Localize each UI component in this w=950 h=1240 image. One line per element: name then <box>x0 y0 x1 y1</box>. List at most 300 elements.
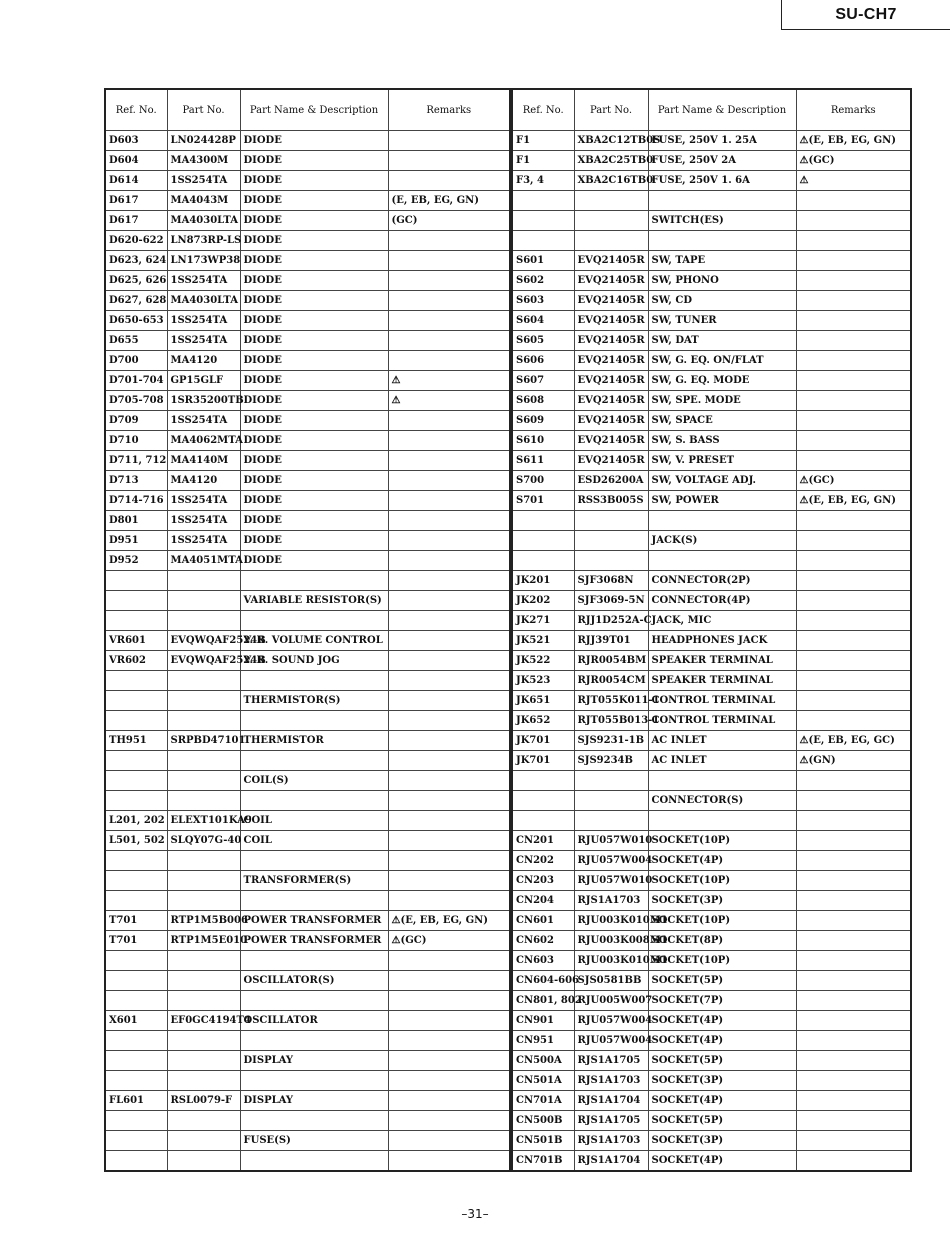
remarks-cell <box>388 1151 510 1172</box>
ref-no-cell <box>105 971 167 991</box>
part-no-cell <box>574 811 648 831</box>
table-row <box>512 611 911 631</box>
remarks-cell <box>388 851 510 871</box>
table-row <box>512 431 911 451</box>
ref-no-cell <box>105 1131 167 1151</box>
table-row <box>512 231 911 251</box>
description-cell <box>240 891 388 911</box>
remarks-cell: ⚠ <box>388 371 510 391</box>
description-cell: SPEAKER TERMINAL <box>648 671 796 691</box>
remarks-cell <box>796 811 911 831</box>
remarks-cell <box>796 351 911 371</box>
part-no-cell <box>574 791 648 811</box>
table-row <box>512 151 911 171</box>
description-cell: FUSE, 250V 1. 6A <box>648 171 796 191</box>
remarks-cell <box>388 831 510 851</box>
ref-no-cell: CN701A <box>512 1091 574 1111</box>
remarks-cell <box>388 871 510 891</box>
ref-no-cell: D711, 712 <box>105 451 167 471</box>
remarks-cell <box>388 431 510 451</box>
part-no-cell: RJS1A1705 <box>574 1111 648 1131</box>
table-row <box>512 571 911 591</box>
description-cell: DIODE <box>240 151 388 171</box>
description-cell: SW, POWER <box>648 491 796 511</box>
remarks-cell <box>388 451 510 471</box>
table-row <box>105 411 510 431</box>
table-row <box>105 191 510 211</box>
remarks-cell <box>388 351 510 371</box>
part-no-cell: 1SS254TA <box>167 311 240 331</box>
remarks-cell <box>796 851 911 871</box>
remarks-cell <box>388 651 510 671</box>
description-cell <box>240 711 388 731</box>
ref-no-cell <box>105 991 167 1011</box>
part-no-cell <box>167 951 240 971</box>
table-row <box>512 491 911 511</box>
table-row <box>105 851 510 871</box>
table-row <box>105 891 510 911</box>
remarks-cell <box>388 1131 510 1151</box>
ref-no-cell: D604 <box>105 151 167 171</box>
remarks-cell <box>388 811 510 831</box>
table-row <box>105 651 510 671</box>
description-cell: SOCKET(4P) <box>648 1031 796 1051</box>
part-no-cell <box>167 751 240 771</box>
remarks-cell: ⚠ <box>796 171 911 191</box>
description-cell: DIODE <box>240 171 388 191</box>
description-cell: TRANSFORMER(S) <box>240 871 388 891</box>
ref-no-cell: L501, 502 <box>105 831 167 851</box>
table-row <box>512 1091 911 1111</box>
ref-no-cell: JK651 <box>512 691 574 711</box>
part-no-cell <box>167 1051 240 1071</box>
part-no-cell: ELEXT101KA9 <box>167 811 240 831</box>
part-no-cell: RJU057W004 <box>574 1031 648 1051</box>
remarks-cell <box>388 571 510 591</box>
table-row <box>105 951 510 971</box>
ref-no-cell: CN203 <box>512 871 574 891</box>
remarks-cell <box>388 751 510 771</box>
table-row <box>512 1131 911 1151</box>
part-no-cell: EVQ21405R <box>574 351 648 371</box>
description-cell: SOCKET(10P) <box>648 831 796 851</box>
part-no-cell: RJT055K011-1 <box>574 691 648 711</box>
part-no-cell: 1SS254TA <box>167 531 240 551</box>
part-no-cell: SJS9234B <box>574 751 648 771</box>
ref-no-cell <box>105 611 167 631</box>
part-no-cell: MA4030LTA <box>167 291 240 311</box>
part-no-cell <box>574 531 648 551</box>
ref-no-cell: D701-704 <box>105 371 167 391</box>
table-row <box>512 851 911 871</box>
part-no-cell: EVQWQAF2524B <box>167 651 240 671</box>
table-row <box>512 411 911 431</box>
description-cell: SOCKET(5P) <box>648 1051 796 1071</box>
remarks-cell <box>388 1091 510 1111</box>
remarks-cell <box>796 551 911 571</box>
table-row <box>512 1151 911 1172</box>
remarks-cell <box>796 991 911 1011</box>
description-cell <box>648 811 796 831</box>
remarks-cell <box>796 531 911 551</box>
part-no-cell <box>574 211 648 231</box>
description-cell: CONNECTOR(4P) <box>648 591 796 611</box>
table-row <box>512 631 911 651</box>
part-no-cell: MA4140M <box>167 451 240 471</box>
table-row <box>105 991 510 1011</box>
ref-no-cell: JK523 <box>512 671 574 691</box>
ref-no-cell: D710 <box>105 431 167 451</box>
ref-no-cell: CN202 <box>512 851 574 871</box>
table-row <box>105 711 510 731</box>
table-row <box>512 911 911 931</box>
ref-no-cell: L201, 202 <box>105 811 167 831</box>
table-row <box>105 771 510 791</box>
table-row <box>105 691 510 711</box>
table-row <box>512 551 911 571</box>
header-ref-no: Ref. No. <box>105 89 167 131</box>
table-row <box>105 331 510 351</box>
remarks-cell <box>388 231 510 251</box>
remarks-cell <box>388 251 510 271</box>
part-no-cell <box>574 771 648 791</box>
ref-no-cell: F1 <box>512 131 574 151</box>
part-no-cell: EVQ21405R <box>574 431 648 451</box>
remarks-cell <box>388 1071 510 1091</box>
part-no-cell <box>574 191 648 211</box>
remarks-cell <box>388 411 510 431</box>
remarks-cell <box>796 671 911 691</box>
table-row <box>105 451 510 471</box>
description-cell: SOCKET(10P) <box>648 911 796 931</box>
description-cell: V. R. SOUND JOG <box>240 651 388 671</box>
ref-no-cell: T701 <box>105 911 167 931</box>
remarks-cell: ⚠(GC) <box>388 931 510 951</box>
table-row <box>512 351 911 371</box>
ref-no-cell: S607 <box>512 371 574 391</box>
remarks-cell <box>388 491 510 511</box>
table-row <box>105 151 510 171</box>
remarks-cell <box>796 791 911 811</box>
table-row <box>105 391 510 411</box>
ref-no-cell: F3, 4 <box>512 171 574 191</box>
ref-no-cell: S700 <box>512 471 574 491</box>
table-row <box>512 271 911 291</box>
part-no-cell: MA4043M <box>167 191 240 211</box>
table-row <box>105 631 510 651</box>
description-cell: COIL <box>240 831 388 851</box>
table-row <box>105 371 510 391</box>
ref-no-cell <box>512 191 574 211</box>
ref-no-cell: D617 <box>105 191 167 211</box>
part-no-cell <box>167 791 240 811</box>
remarks-cell <box>388 531 510 551</box>
parts-table-left <box>104 88 511 1172</box>
ref-no-cell: D625, 626 <box>105 271 167 291</box>
table-row <box>512 791 911 811</box>
description-cell: SW, TUNER <box>648 311 796 331</box>
part-no-cell: EVQ21405R <box>574 371 648 391</box>
part-no-cell: EVQ21405R <box>574 311 648 331</box>
description-cell: AC INLET <box>648 731 796 751</box>
ref-no-cell <box>512 211 574 231</box>
ref-no-cell: X601 <box>105 1011 167 1031</box>
ref-no-cell <box>105 1051 167 1071</box>
ref-no-cell: D713 <box>105 471 167 491</box>
description-cell: THERMISTOR <box>240 731 388 751</box>
part-no-cell <box>167 1111 240 1131</box>
ref-no-cell: CN801, 802 <box>512 991 574 1011</box>
remarks-cell <box>388 1011 510 1031</box>
description-cell: SOCKET(4P) <box>648 1091 796 1111</box>
remarks-cell <box>796 311 911 331</box>
remarks-cell <box>388 671 510 691</box>
ref-no-cell: CN901 <box>512 1011 574 1031</box>
table-row <box>512 831 911 851</box>
remarks-cell <box>796 1111 911 1131</box>
description-cell <box>648 511 796 531</box>
table-row <box>105 351 510 371</box>
ref-no-cell <box>105 691 167 711</box>
page-number: –31– <box>461 1207 489 1221</box>
remarks-cell <box>388 1111 510 1131</box>
description-cell: HEADPHONES JACK <box>648 631 796 651</box>
description-cell: SOCKET(5P) <box>648 1111 796 1131</box>
table-row <box>512 531 911 551</box>
description-cell: DIODE <box>240 271 388 291</box>
description-cell: SW, SPACE <box>648 411 796 431</box>
part-no-cell: SJS0581BB <box>574 971 648 991</box>
table-row <box>512 171 911 191</box>
table-row <box>105 931 510 951</box>
remarks-cell <box>796 391 911 411</box>
remarks-cell <box>796 271 911 291</box>
description-cell: DIODE <box>240 351 388 371</box>
part-no-cell: MA4300M <box>167 151 240 171</box>
description-cell: SW, DAT <box>648 331 796 351</box>
description-cell: DIODE <box>240 191 388 211</box>
description-cell: VARIABLE RESISTOR(S) <box>240 591 388 611</box>
remarks-cell <box>796 891 911 911</box>
description-cell: DIODE <box>240 131 388 151</box>
remarks-cell <box>388 131 510 151</box>
ref-no-cell: F1 <box>512 151 574 171</box>
ref-no-cell <box>105 751 167 771</box>
remarks-cell <box>796 371 911 391</box>
description-cell: SW, S. BASS <box>648 431 796 451</box>
remarks-cell <box>796 451 911 471</box>
ref-no-cell <box>105 671 167 691</box>
part-no-cell: RJS1A1703 <box>574 891 648 911</box>
table-row <box>512 1111 911 1131</box>
remarks-cell: (E, EB, EG, GN) <box>388 191 510 211</box>
remarks-cell <box>796 211 911 231</box>
ref-no-cell: T701 <box>105 931 167 951</box>
ref-no-cell: S605 <box>512 331 574 351</box>
part-no-cell <box>167 1151 240 1172</box>
ref-no-cell <box>105 1071 167 1091</box>
header-part-name: Part Name & Description <box>648 89 796 131</box>
part-no-cell: RJU057W004 <box>574 851 648 871</box>
description-cell: DIODE <box>240 491 388 511</box>
description-cell <box>240 1111 388 1131</box>
description-cell: SW, CD <box>648 291 796 311</box>
remarks-cell <box>388 971 510 991</box>
remarks-cell <box>388 271 510 291</box>
table-row <box>105 1131 510 1151</box>
table-row <box>105 251 510 271</box>
remarks-cell <box>388 771 510 791</box>
remarks-cell <box>388 731 510 751</box>
description-cell: SW, SPE. MODE <box>648 391 796 411</box>
remarks-cell <box>388 611 510 631</box>
ref-no-cell <box>105 1151 167 1172</box>
description-cell: DIODE <box>240 311 388 331</box>
table-row <box>512 731 911 751</box>
part-no-cell: RSL0079-F <box>167 1091 240 1111</box>
description-cell: DIODE <box>240 211 388 231</box>
description-cell: OSCILLATOR(S) <box>240 971 388 991</box>
remarks-cell <box>388 291 510 311</box>
description-cell: DIODE <box>240 531 388 551</box>
table-row <box>105 1011 510 1031</box>
description-cell <box>648 191 796 211</box>
remarks-cell <box>796 331 911 351</box>
remarks-cell: ⚠(E, EB, EG, GN) <box>796 131 911 151</box>
part-no-cell: EVQ21405R <box>574 451 648 471</box>
description-cell: AC INLET <box>648 751 796 771</box>
table-row <box>512 691 911 711</box>
ref-no-cell: D709 <box>105 411 167 431</box>
ref-no-cell: JK202 <box>512 591 574 611</box>
table-header-row <box>512 89 911 131</box>
remarks-cell <box>388 511 510 531</box>
part-no-cell: RJS1A1704 <box>574 1151 648 1172</box>
description-cell <box>648 771 796 791</box>
ref-no-cell: FL601 <box>105 1091 167 1111</box>
part-no-cell: RJU003K010M1 <box>574 911 648 931</box>
part-no-cell: SJF3068N <box>574 571 648 591</box>
remarks-cell <box>796 511 911 531</box>
ref-no-cell: JK652 <box>512 711 574 731</box>
part-no-cell <box>167 691 240 711</box>
description-cell: SWITCH(ES) <box>648 211 796 231</box>
table-row <box>105 471 510 491</box>
description-cell <box>240 991 388 1011</box>
remarks-cell <box>796 1091 911 1111</box>
ref-no-cell: CN602 <box>512 931 574 951</box>
part-no-cell: RTP1M5E010 <box>167 931 240 951</box>
ref-no-cell: CN201 <box>512 831 574 851</box>
ref-no-cell <box>105 851 167 871</box>
part-no-cell <box>167 971 240 991</box>
ref-no-cell <box>512 811 574 831</box>
table-row <box>105 271 510 291</box>
table-row <box>512 451 911 471</box>
part-no-cell: MA4062MTA <box>167 431 240 451</box>
description-cell: DISPLAY <box>240 1051 388 1071</box>
table-row <box>105 731 510 751</box>
table-row <box>512 251 911 271</box>
table-row <box>105 831 510 851</box>
remarks-cell <box>796 711 911 731</box>
ref-no-cell <box>105 771 167 791</box>
ref-no-cell: JK701 <box>512 751 574 771</box>
description-cell <box>240 1151 388 1172</box>
part-no-cell: 1SS254TA <box>167 411 240 431</box>
part-no-cell: RJU057W010 <box>574 871 648 891</box>
parts-table-right <box>511 88 912 1172</box>
remarks-cell: ⚠(E, EB, EG, GN) <box>796 491 911 511</box>
ref-no-cell: D705-708 <box>105 391 167 411</box>
remarks-cell <box>796 931 911 951</box>
table-row <box>512 771 911 791</box>
part-no-cell: XBA2C25TB0 <box>574 151 648 171</box>
table-row <box>512 131 911 151</box>
part-no-cell <box>167 891 240 911</box>
ref-no-cell: D614 <box>105 171 167 191</box>
description-cell: SW, G. EQ. ON/FLAT <box>648 351 796 371</box>
part-no-cell: RJU057W010 <box>574 831 648 851</box>
description-cell: FUSE(S) <box>240 1131 388 1151</box>
ref-no-cell: D603 <box>105 131 167 151</box>
ref-no-cell: VR601 <box>105 631 167 651</box>
remarks-cell <box>388 711 510 731</box>
ref-no-cell: TH951 <box>105 731 167 751</box>
table-row <box>105 311 510 331</box>
description-cell: CONNECTOR(S) <box>648 791 796 811</box>
remarks-cell <box>796 291 911 311</box>
remarks-cell <box>796 871 911 891</box>
description-cell: DIODE <box>240 331 388 351</box>
header-remarks: Remarks <box>796 89 911 131</box>
table-row <box>512 311 911 331</box>
ref-no-cell: CN500B <box>512 1111 574 1131</box>
description-cell: JACK, MIC <box>648 611 796 631</box>
remarks-cell <box>796 431 911 451</box>
model-label: SU-CH7 <box>781 0 950 30</box>
table-row <box>512 991 911 1011</box>
table-row <box>512 211 911 231</box>
part-no-cell: EVQ21405R <box>574 271 648 291</box>
ref-no-cell: CN601 <box>512 911 574 931</box>
remarks-cell: ⚠(GC) <box>796 471 911 491</box>
remarks-cell <box>388 991 510 1011</box>
remarks-cell <box>388 1031 510 1051</box>
description-cell: SW, TAPE <box>648 251 796 271</box>
part-no-cell: SJF3069-5N <box>574 591 648 611</box>
description-cell: CONTROL TERMINAL <box>648 711 796 731</box>
part-no-cell <box>167 671 240 691</box>
part-no-cell: RJJ1D252A-C <box>574 611 648 631</box>
part-no-cell: GP15GLF <box>167 371 240 391</box>
remarks-cell: ⚠(E, EB, EG, GC) <box>796 731 911 751</box>
description-cell: CONNECTOR(2P) <box>648 571 796 591</box>
table-row <box>512 931 911 951</box>
description-cell: DIODE <box>240 291 388 311</box>
description-cell <box>240 571 388 591</box>
part-no-cell <box>167 1031 240 1051</box>
table-row <box>105 791 510 811</box>
header-part-no: Part No. <box>167 89 240 131</box>
ref-no-cell: S608 <box>512 391 574 411</box>
table-row <box>512 871 911 891</box>
part-no-cell: RJS1A1705 <box>574 1051 648 1071</box>
part-no-cell: EVQ21405R <box>574 331 648 351</box>
part-no-cell: EVQ21405R <box>574 411 648 431</box>
remarks-cell <box>388 631 510 651</box>
description-cell: POWER TRANSFORMER <box>240 911 388 931</box>
